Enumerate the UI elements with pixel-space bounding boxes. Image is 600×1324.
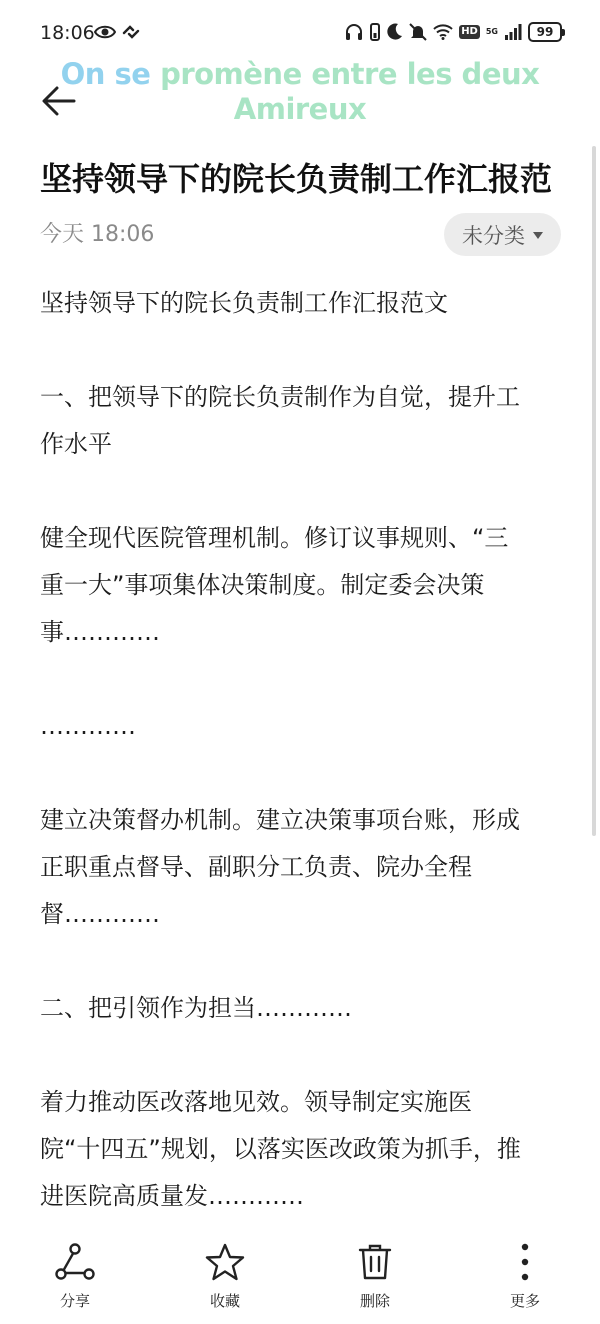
bottom-toolbar (0, 1230, 600, 1324)
more-label: 更多 (509, 1292, 540, 1310)
more-vertical-icon (505, 1242, 545, 1282)
body-line: ………… (40, 712, 136, 740)
watermark-line1a: On se (60, 57, 151, 91)
body-line: 二、把引领作为担当………… (40, 994, 352, 1022)
body-line: 进医院高质量发………… (40, 1182, 304, 1210)
moon-icon (387, 23, 403, 41)
body-line: 重一大”事项集体决策制度。制定委会决策 (40, 571, 485, 599)
body-line: 着力推动医改落地见效。领导制定实施医 (40, 1088, 472, 1116)
delete-label: 删除 (359, 1292, 390, 1310)
share-button[interactable] (30, 1242, 120, 1322)
body-line: 一、把领导下的院长负责制作为自觉，提升工 (40, 383, 520, 411)
category-selector[interactable] (444, 213, 561, 256)
mute-icon (409, 23, 427, 41)
star-icon (205, 1242, 245, 1282)
battery-icon: 99 (528, 22, 562, 42)
status-time: 18:06 (40, 22, 95, 44)
status-right-icons (345, 22, 562, 42)
share-icon (55, 1242, 95, 1282)
watermark-line2: Amireux (233, 92, 367, 126)
eye-icon (94, 24, 116, 40)
network-type: 5G (485, 27, 498, 36)
trash-icon (355, 1242, 395, 1282)
status-left-icons (94, 24, 140, 40)
favorite-label: 收藏 (209, 1292, 240, 1310)
body-line: 建立决策督办机制。建立决策事项台账，形成 (40, 806, 520, 834)
body-line: 作水平 (40, 430, 112, 458)
note-date: 今天 18:06 (40, 222, 155, 247)
caret-down-icon (533, 232, 543, 239)
more-button[interactable] (480, 1242, 570, 1322)
delete-button[interactable] (330, 1242, 420, 1322)
wifi-icon (433, 24, 453, 40)
note-title[interactable]: 坚持领导下的院长负责制工作汇报范 (40, 160, 553, 198)
hd-icon: HD (461, 26, 478, 37)
body-line: 院“十四五”规划，以落实医改政策为抓手，推 (40, 1135, 521, 1163)
favorite-button[interactable] (180, 1242, 270, 1322)
watermark-overlay (60, 57, 540, 127)
body-line: 督………… (40, 900, 160, 928)
vibrate-icon (369, 23, 381, 41)
share-label: 分享 (59, 1292, 90, 1310)
body-line: 健全现代医院管理机制。修订议事规则、“三 (40, 524, 509, 552)
headphones-icon (345, 23, 363, 41)
body-line: 坚持领导下的院长负责制工作汇报范文 (40, 289, 448, 317)
body-line: 事………… (40, 618, 160, 646)
body-line: 正职重点督导、副职分工负责、院办全程 (40, 853, 472, 881)
signal-icon (504, 24, 522, 40)
scroll-indicator[interactable] (592, 146, 596, 836)
watermark-line1b: promène entre les deux (150, 57, 540, 91)
category-label: 未分类 (462, 223, 525, 248)
link-icon (122, 24, 140, 40)
